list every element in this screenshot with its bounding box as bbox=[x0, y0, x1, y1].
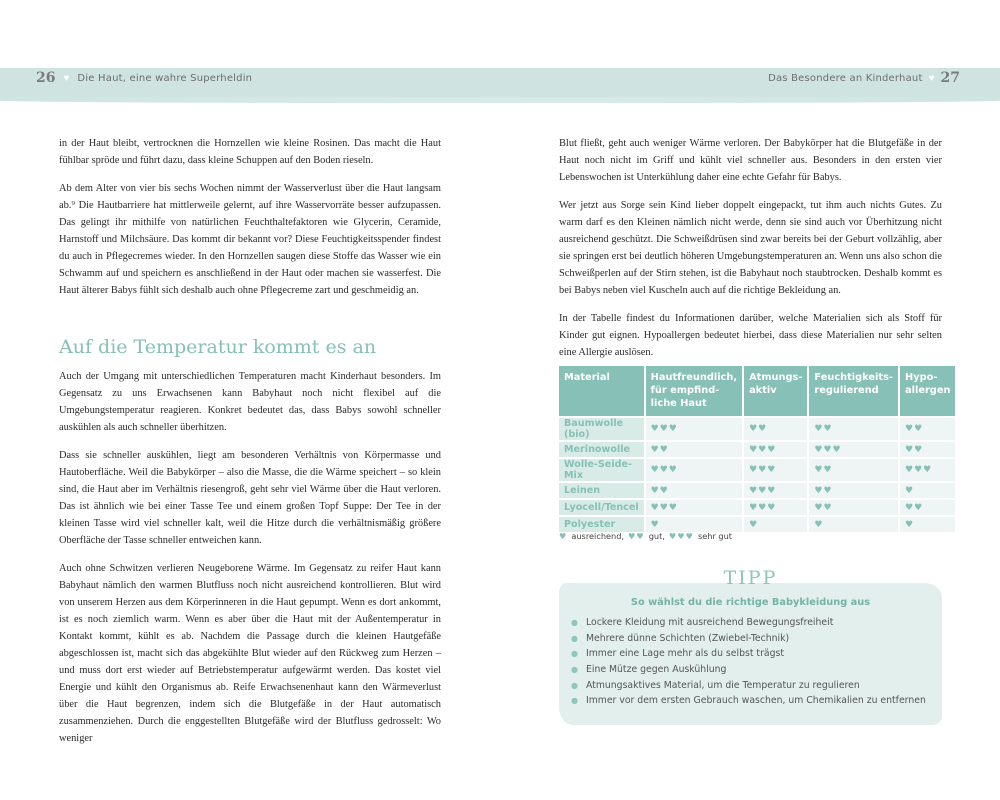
rating-cell: ♥♥ bbox=[646, 442, 742, 457]
list-item bbox=[571, 677, 926, 693]
heart-rating-1: ♥ bbox=[559, 531, 568, 541]
list-item bbox=[571, 693, 926, 709]
column-header: Hautfreundlich, für empfind-liche Haut bbox=[646, 366, 742, 416]
rating-cell: ♥♥♥ bbox=[744, 483, 807, 498]
left-running-header bbox=[36, 69, 252, 87]
bullet-icon: ● bbox=[571, 618, 578, 628]
paragraph: Wer jetzt aus Sorge sein Kind lieber doppelt eingepackt, tut ihm auch nichts Gutes. Zu warm darf es den Kleinen nämlich nicht werde, denn sie sind auch vor Überhitzung nicht ausreichend geschützt. Die Schweißdrüsen sind zwar bereits bei der Geburt vollzählig, aber sie springen erst bei deutlich höheren Umgebungstemperaturen an. Wenn uns also schon die Schweißperlen auf der Stirn stehen, ist die Babyhaut noch staubtrocken. Deshalb kommt es bei Babys neben viel Kuscheln auch auf die richtige Bekleidung an. bbox=[559, 200, 942, 296]
bullet-icon: ● bbox=[571, 633, 578, 643]
rating-cell: ♥♥♥ bbox=[646, 418, 742, 440]
heart-rating-3: ♥♥♥ bbox=[668, 531, 694, 541]
rating-cell: ♥♥ bbox=[646, 483, 742, 498]
rating-cell: ♥♥ bbox=[900, 418, 955, 440]
materials-table bbox=[557, 364, 957, 534]
table-row bbox=[559, 483, 955, 498]
table-row bbox=[559, 459, 955, 481]
header-band-shadow bbox=[0, 97, 1000, 103]
list-item bbox=[571, 662, 926, 678]
column-header: Atmungs-aktiv bbox=[744, 366, 807, 416]
rating-cell: ♥ bbox=[900, 483, 955, 498]
table-row bbox=[559, 500, 955, 515]
material-name: Lyocell/Tencel bbox=[559, 500, 644, 515]
rating-cell: ♥♥ bbox=[809, 459, 898, 481]
column-header: Hypo-allergen bbox=[900, 366, 955, 416]
bullet-icon: ● bbox=[571, 696, 578, 706]
paragraph: In der Tabelle findest du Informationen darüber, welche Materialien sich als Stoff für Kinder gut eignen. Hypoallergen bedeutet hierbei, dass diese Materialien nur sehr selten eine Allergie auslösen. bbox=[559, 313, 942, 358]
right-page-number: 27 bbox=[940, 70, 960, 86]
rating-cell: ♥♥ bbox=[809, 500, 898, 515]
list-item bbox=[571, 646, 926, 662]
paragraph: Blut fließt, geht auch weniger Wärme verloren. Der Babykörper hat die Blutgefäße in der Haut noch nicht im Griff und kühlt viel schneller aus. Besonders in den ersten vier Lebenswochen ist Unterkühlung daher eine echte Gefahr für Babys. bbox=[559, 138, 942, 183]
rating-cell: ♥♥♥ bbox=[744, 459, 807, 481]
tip-text: Eine Mütze gegen Auskühlung bbox=[585, 664, 727, 676]
rating-cell: ♥ bbox=[900, 517, 955, 532]
rating-cell: ♥♥♥ bbox=[809, 442, 898, 457]
paragraph: Auch ohne Schwitzen verlieren Neugeborene Wärme. Im Gegensatz zu reifer Haut kann Babyhaut nämlich den warmen Blutfluss noch nicht ausreichend kontrollieren. Blut wird von unserem Herzen aus dem Körperinneren in die Haut gepumpt. Wenn es dort ankommt, ist es noch ziemlich warm. Wenn es aber über die Haut mit der Außentemperatur in Kontakt kommt, kühlt es ab. Nachdem die Passage durch die kleinen Hautgefäße abgeschlossen ist, macht sich das abgekühlte Blut wieder auf den Rückweg zum Herzen – und muss dort erst wieder auf Betriebstemperatur aufgewärmt werden. Das kostet viel Energie und kühlt den Organismus ab. Reife Erwachsenenhaut kann den Wärmeverlust über die Haut begrenzen, indem sich die Blutgefäße in der Haut automatisch zusammenziehen. Durch die enggestellten Blutgefäße wird der Blutfluss gedrosselt: Wo weniger bbox=[59, 563, 441, 744]
material-name: Merinowolle bbox=[559, 442, 644, 457]
tip-list bbox=[571, 615, 926, 709]
rating-cell: ♥♥♥ bbox=[646, 500, 742, 515]
list-item bbox=[571, 615, 926, 631]
rating-cell: ♥♥ bbox=[900, 500, 955, 515]
left-page-number: 26 bbox=[36, 70, 56, 86]
table-header-row bbox=[559, 366, 955, 416]
table-row bbox=[559, 517, 955, 532]
table-legend bbox=[559, 531, 732, 541]
column-header: Feuchtigkeits-regulierend bbox=[809, 366, 898, 416]
rating-cell: ♥♥♥ bbox=[744, 442, 807, 457]
tip-subtitle: So wählst du die richtige Babykleidung aus bbox=[630, 597, 871, 608]
tip-text: Lockere Kleidung mit ausreichend Bewegungsfreiheit bbox=[585, 617, 834, 629]
column-header: Material bbox=[559, 366, 644, 416]
material-name: Baumwolle (bio) bbox=[559, 418, 644, 440]
rating-cell: ♥♥♥ bbox=[744, 500, 807, 515]
legend-label: sehr gut bbox=[697, 531, 733, 541]
right-running-title: Das Besondere an Kinderhaut bbox=[768, 72, 923, 84]
legend-label: ausreichend, bbox=[571, 531, 625, 541]
table-row bbox=[559, 442, 955, 457]
tip-text: Immer eine Lage mehr als du selbst trägst bbox=[585, 648, 784, 660]
material-name: Polyester bbox=[559, 517, 644, 532]
table-row bbox=[559, 418, 955, 440]
paragraph: Ab dem Alter von vier bis sechs Wochen nimmt der Wasserverlust über die Haut langsam ab.⁹ Die Hautbarriere hat mittlerweile gelernt, auf ihre Wasservorräte besser aufzupassen. Das gelingt ihr mithilfe von natürlichen Feuchthaltefaktoren wie Glycerin, Ceramide, Harnstoff und Milchsäure. Das kommt dir bekannt vor? Diese Feuchtigkeitsspender findest du auch in Pflegecremes wieder. In den Hornzellen saugen diese Stoffe das Wasser wie ein Schwamm auf und speichern es anschließend in der Haut oder machen sie wasserfest. Die Haut älterer Babys fühlt sich deshalb auch ohne Pflegecreme zart und geschmeidig an. bbox=[59, 183, 441, 296]
rating-cell: ♥♥ bbox=[809, 483, 898, 498]
paragraph: in der Haut bleibt, vertrocknen die Hornzellen wie kleine Rosinen. Das macht die Haut fühlbar spröde und führt dazu, dass kleine Schuppen auf den Boden rieseln. bbox=[59, 138, 441, 166]
tip-text: Immer vor dem ersten Gebrauch waschen, um Chemikalien zu entfernen bbox=[585, 695, 926, 707]
material-name: Leinen bbox=[559, 483, 644, 498]
section-heading: Auf die Temperatur kommt es an bbox=[59, 336, 377, 358]
tip-title: TIPP bbox=[723, 567, 778, 589]
rating-cell: ♥ bbox=[809, 517, 898, 532]
legend-label: gut, bbox=[648, 531, 665, 541]
rating-cell: ♥♥ bbox=[809, 418, 898, 440]
right-running-header bbox=[768, 69, 960, 87]
left-column-bottom bbox=[59, 368, 441, 758]
rating-cell: ♥ bbox=[646, 517, 742, 532]
left-running-title: Die Haut, eine wahre Superheldin bbox=[77, 72, 253, 84]
left-column-top bbox=[59, 135, 441, 310]
heart-icon: ♥ bbox=[928, 72, 935, 84]
rating-cell: ♥♥♥ bbox=[900, 459, 955, 481]
material-name: Wolle-Seide-Mix bbox=[559, 459, 644, 481]
list-item bbox=[571, 631, 926, 647]
paragraph: Auch der Umgang mit unterschiedlichen Temperaturen macht Kinderhaut besonders. Im Gegensatz zu uns Erwachsenen kann Babyhaut noch nicht flexibel auf die Umgebungstemperatur reagieren. Konkret bedeutet das, dass Babys sowohl schneller auskühlen als auch schneller überhitzen. bbox=[59, 371, 441, 433]
rating-cell: ♥ bbox=[744, 517, 807, 532]
bullet-icon: ● bbox=[571, 680, 578, 690]
paragraph: Dass sie schneller auskühlen, liegt am besonderen Verhältnis von Körpermasse und Hautoberfläche. Weil die Babykörper – also die Masse, die die Wärme speichert – so klein sind, die Haut aber im Verhältnis riesengroß, geht sehr viel Wärme über die Haut verloren. Das ist ähnlich wie bei einer Tasse Tee und einem großen Topf Suppe: Der Tee in der kleinen Tasse wird viel schneller kalt, weil die Hitze durch die verhältnismäßig größere Oberfläche der Tasse schneller entweichen kann. bbox=[59, 450, 441, 546]
rating-cell: ♥♥♥ bbox=[646, 459, 742, 481]
right-column bbox=[559, 135, 942, 372]
tip-text: Mehrere dünne Schichten (Zwiebel-Technik) bbox=[585, 632, 790, 644]
rating-cell: ♥♥ bbox=[900, 442, 955, 457]
heart-icon: ♥ bbox=[63, 72, 70, 84]
bullet-icon: ● bbox=[571, 649, 578, 659]
heart-rating-2: ♥♥ bbox=[628, 531, 645, 541]
bullet-icon: ● bbox=[571, 665, 578, 675]
rating-cell: ♥♥ bbox=[744, 418, 807, 440]
tip-text: Atmungsaktives Material, um die Temperatur zu regulieren bbox=[585, 679, 860, 691]
